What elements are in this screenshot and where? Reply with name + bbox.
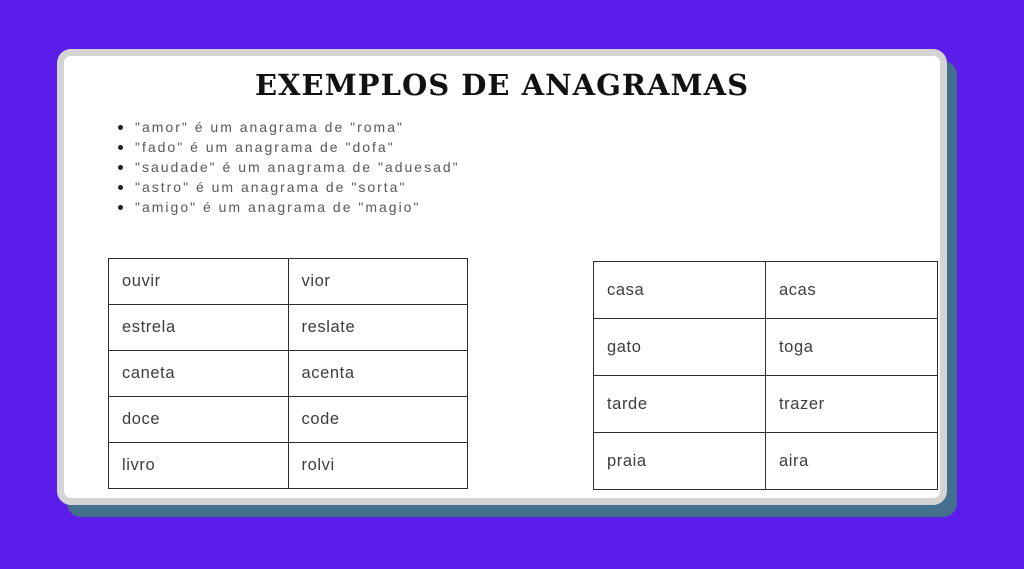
list-item-text: "saudade" é um anagrama de "aduesad": [135, 159, 460, 175]
bullet-icon: [118, 145, 123, 150]
bullet-icon: [118, 205, 123, 210]
list-item: [118, 177, 460, 197]
anagram-cell: rolvi: [288, 443, 468, 489]
anagram-cell: reslate: [288, 305, 468, 351]
table-row: [594, 433, 938, 490]
anagram-cell: vior: [288, 259, 468, 305]
anagram-cell: trazer: [766, 376, 938, 433]
list-item-text: "amor" é um anagrama de "roma": [135, 119, 404, 135]
bullet-icon: [118, 165, 123, 170]
anagram-cell: acas: [766, 262, 938, 319]
table-row: [109, 397, 468, 443]
page-title: EXEMPLOS DE ANAGRAMAS: [254, 68, 750, 102]
slide-card: [57, 49, 947, 505]
bullet-icon: [118, 185, 123, 190]
anagram-cell: aira: [766, 433, 938, 490]
table-row: [594, 319, 938, 376]
list-item-text: "amigo" é um anagrama de "magio": [135, 199, 421, 215]
word-cell: casa: [594, 262, 766, 319]
anagram-table-left: [108, 258, 468, 489]
anagram-examples-list: [118, 117, 460, 217]
list-item-text: "fado" é um anagrama de "dofa": [135, 139, 395, 155]
table-row: [109, 259, 468, 305]
list-item: [118, 157, 460, 177]
word-cell: tarde: [594, 376, 766, 433]
word-cell: doce: [109, 397, 289, 443]
list-item-text: "astro" é um anagrama de "sorta": [135, 179, 407, 195]
word-cell: caneta: [109, 351, 289, 397]
word-cell: ouvir: [109, 259, 289, 305]
list-item: [118, 197, 460, 217]
list-item: [118, 137, 460, 157]
anagram-table-right: [593, 261, 938, 490]
bullet-icon: [118, 125, 123, 130]
word-cell: livro: [109, 443, 289, 489]
list-item: [118, 117, 460, 137]
anagram-cell: acenta: [288, 351, 468, 397]
word-cell: praia: [594, 433, 766, 490]
table-row: [109, 443, 468, 489]
table-row: [109, 351, 468, 397]
table-row: [109, 305, 468, 351]
word-cell: estrela: [109, 305, 289, 351]
word-cell: gato: [594, 319, 766, 376]
anagram-cell: toga: [766, 319, 938, 376]
table-row: [594, 262, 938, 319]
table-row: [594, 376, 938, 433]
anagram-cell: code: [288, 397, 468, 443]
